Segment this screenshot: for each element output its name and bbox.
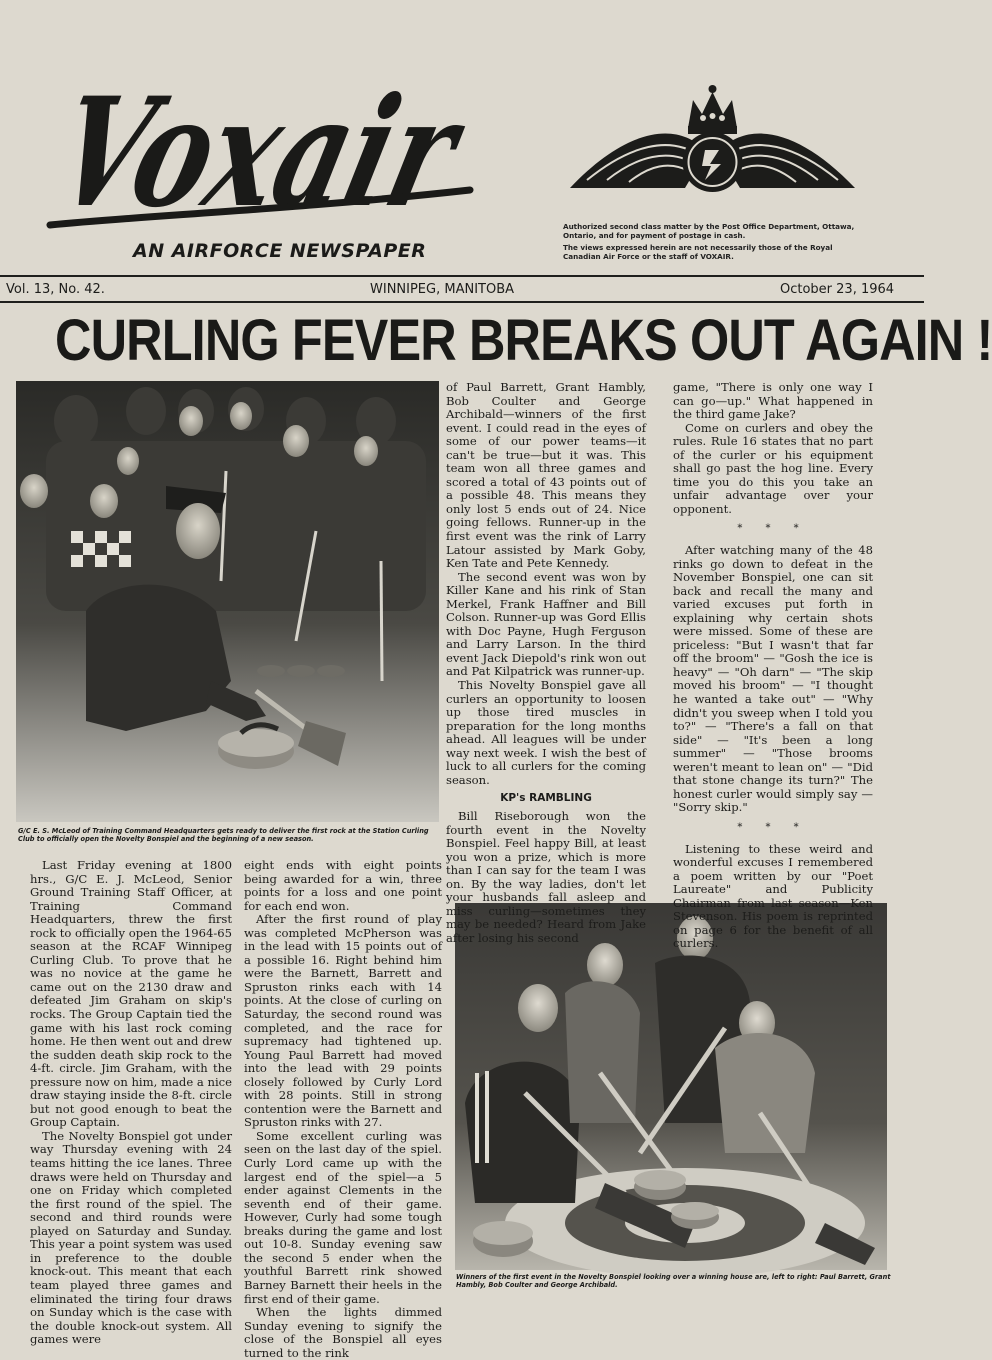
article-column-2 bbox=[244, 858, 442, 1360]
article-column-1 bbox=[30, 858, 233, 1347]
article-paragraph: The second event was won by Killer Kane and his rink of Stan Merkel, Frank Haffner and Bill Colson. Runner-up was Gord Ellis with Doc Payne, Hugh Ferguson and Larry Larson. In the third event Jack Diepold's rink won out and Pat Kilpatrick was runner-up. bbox=[446, 569, 646, 679]
dateline-bar bbox=[0, 275, 924, 303]
voxair-logo bbox=[30, 40, 610, 241]
masthead bbox=[0, 0, 924, 270]
postal-notice bbox=[563, 222, 863, 261]
article-paragraph: Bill Riseborough won the fourth event in the Novelty Bonspiel. Feel happy Bill, at least you won a prize, which is more than I can say for the team I was on. By the way ladies, don't let your husbands fall asleep and miss curling—sometimes they may be needed? Heard from Jake after losing his second bbox=[446, 808, 646, 945]
section-subhead: KP's RAMBLING bbox=[500, 792, 592, 805]
article-paragraph: Last Friday evening at 1800 hrs., G/C E. J. McLeod, Senior Ground Training Staff Officer, at Training Command Headquarters, threw the first rock to officially open the 1964-65 season at the RCAF Winnipeg Curling Club. To prove that he was no novice at the game he came out on the 2130 draw and defeated Jim Graham on skip's rocks. The Group Captain tied the game with his last rock coming home. He then went out and drew the sudden death skip rock to the 4-ft. circle. Jim Graham, with the pressure now on him, made a nice draw staying inside the 8-ft. circle but not good enough to beat the Group Captain. bbox=[30, 858, 233, 1130]
main-headline: CURLING FEVER BREAKS OUT AGAIN ! bbox=[55, 308, 992, 373]
article-paragraph: When the lights dimmed Sunday evening to signify the close of the Bonspiel all eyes turned to the rink bbox=[244, 1305, 442, 1360]
photo2-caption: Winners of the first event in the Novelty Bonspiel looking over a winning house are, left to right: Paul Barrett, Grant Hambly, Bob Coulter and George Archibald. bbox=[456, 1273, 891, 1289]
disclaimer-line: The views expressed herein are not necessarily those of the Royal Canadian Air Force or the staff of VOXAIR. bbox=[563, 243, 833, 261]
article-paragraph: After watching many of the 48 rinks go down to defeat in the November Bonspiel, one can sit back and recall the many and varied excuses put forth in explaining why certain shots were missed. Some of these are priceless: "But I wasn't that far off the broom" — "Gosh the ice is heavy" — "Oh darn" — "The skip moved his broom" — "I thought he wanted a take out" — "Why didn't you sweep when I told you to?" — "There's a fall on that side" — "It's been a long summer" — "Those brooms weren't meant to lean on" — "Did that stone change its turn?" The honest curler would simply say — "Sorry skip." bbox=[673, 543, 873, 815]
photo1-caption: G/C E. S. McLeod of Training Command Headquarters gets ready to deliver the first rock at the Station Curling Club to officially open the Novelty Bonspiel and the beginning of a new season. bbox=[18, 827, 429, 843]
volume-number: Vol. 13, No. 42. bbox=[6, 282, 105, 297]
article-paragraph: Come on curlers and obey the rules. Rule 16 states that no part of the curler or his equipment shall go past the hog line. Every time you do this you take an unfair advantage over your opponent. bbox=[673, 420, 873, 516]
article-paragraph: of Paul Barrett, Grant Hambly, Bob Coulter and George Archibald—winners of the first event. I could read in the eyes of some of our power teams—it can't be true—but it was. This team won all three games and scored a total of 43 points out of a possible 48. This means they only lost 5 ends out of 24. Nice going fellows. Runner-up in the first event was the rink of Larry Latour assisted by Mark Goby, Ken Tate and Pete Kennedy. bbox=[446, 380, 646, 571]
article-paragraph: eight ends with eight points being awarded for a win, three points for a loss and one point for each end won. bbox=[244, 858, 442, 913]
voxair-logo-text: Voxair bbox=[40, 64, 610, 241]
article-paragraph: This Novelty Bonspiel gave all curlers an opportunity to loosen up those tired muscles in preparation for the long months ahead. All leagues will be under way next week. I wish the best of luck to all curlers for the coming season. bbox=[446, 678, 646, 787]
article-paragraph: game, "There is only one way I can go—up." What happened in the third game Jake? bbox=[673, 380, 873, 422]
curling-opening-photo bbox=[16, 381, 439, 822]
article-column-4 bbox=[673, 380, 873, 951]
winners-photo bbox=[455, 903, 887, 1270]
postal-notice-line: Authorized second class matter by the Post Office Department, Ottawa, Ontario, and for payment of postage in cash. bbox=[563, 222, 855, 240]
article-paragraph: After the first round of play was completed McPherson was in the lead with 15 points out of a possible 16. Right behind him were the Barnett, Barrett and Spruston rinks each with 14 points. At the close of curling on Saturday, the second round was completed, and the race for supremacy had tightened up. Young Paul Barrett had moved into the lead with 29 points closely followed by Curly Lord with 28 points. Still in strong contention were the Barnett and Spruston rinks with 27. bbox=[244, 912, 442, 1130]
section-separator: * * * bbox=[737, 821, 809, 833]
issue-date: October 23, 1964 bbox=[780, 282, 895, 297]
dateline-city: WINNIPEG, MANITOBA bbox=[370, 282, 515, 297]
article-column-3 bbox=[446, 380, 646, 945]
section-separator: * * * bbox=[737, 523, 809, 535]
article-paragraph: The Novelty Bonspiel got under way Thursday evening with 24 teams hitting the ice lanes. Three draws were held on Thursday and one on Friday which completed the first round of the spiel. The second and third rounds were played on Saturday and Sunday. This year a point system was used in preference to the double knock-out. This meant that each team played three games and eliminated the tiring four draws on Sunday which is the case with the double knock-out system. All games were bbox=[30, 1128, 232, 1347]
rcaf-wings-badge-icon bbox=[565, 80, 860, 210]
article-paragraph: Some excellent curling was seen on the last day of the spiel. Curly Lord came up with the largest end of the spiel—a 5 ender against Clements in the seventh end of their game. However, Curly had some tough breaks during the game and lost out 10-8. Sunday evening saw the second 5 ender when the youthful Barrett rink showed Barney Barnett their heels in the first end of their game. bbox=[244, 1128, 442, 1306]
newspaper-subtitle: AN AIRFORCE NEWSPAPER bbox=[133, 240, 427, 262]
article-paragraph: Listening to these weird and wonderful excuses I remembered a poem written by our "Poet Laureate" and Publicity Chairman from last season—Ken Stevenson. His poem is reprinted on page 6 for the benefit of all curlers. bbox=[673, 841, 873, 951]
